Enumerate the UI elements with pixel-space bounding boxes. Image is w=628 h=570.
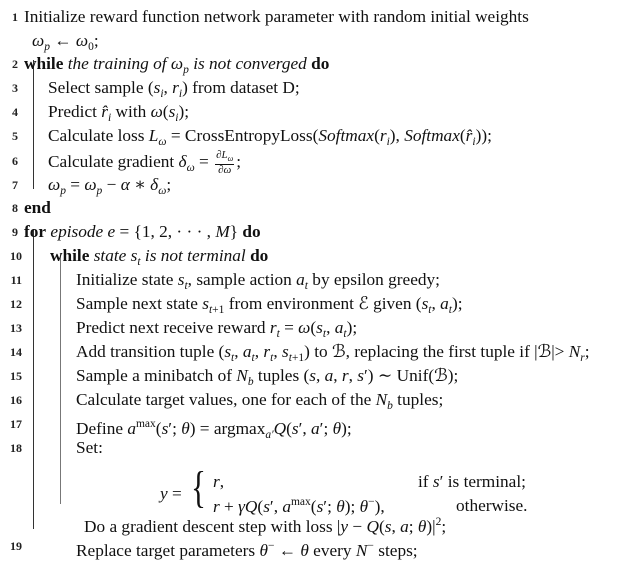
line-text: Set: [76,438,103,457]
keyword-do: do [311,54,330,73]
line-number: 12 [10,297,22,311]
line-text: Predict $r̂_i$ with $\omega(s_i)$; [48,102,190,124]
keyword-do: do [242,222,261,241]
line-number: 9 [12,225,18,239]
line-text: Replace target parameters θ− ← θ every N− steps; [76,540,418,560]
line-number: 4 [12,105,18,119]
inner-while-block-bar [60,254,61,504]
line-number: 3 [12,81,18,95]
line-number: 6 [12,154,18,168]
line-number: 2 [12,57,18,71]
line-text: Sample next state $s_{t+1}$ from environment ℰ given ($s_t$, $a_t$); [76,294,463,316]
line-number: 5 [12,129,18,143]
line-number: 10 [10,249,22,263]
line-number: 13 [10,321,22,335]
line-text: Calculate target values, one for each of the $N_b$ tuples; [76,390,444,412]
left-brace: { [191,463,206,512]
keyword-for: for [24,222,47,241]
line-text: Initialize state $s_t$, sample action $a_t$ by epsilon greedy; [76,270,440,292]
line-text: Initialize reward function network parameter with random initial weights [24,7,529,26]
case-2-condition: otherwise. [456,496,528,515]
line-text: while state $s_t$ is not terminal do [50,246,269,268]
for-block-bar [33,229,34,529]
line-text: for episode e = {1, 2, · · · , M} do [24,222,261,241]
line-text: Do a gradient descent step with loss |y − Q(s, a; $\theta)|^2$; [84,516,447,536]
line-text: Predict next receive reward $r_t = \omega(s_t$, $a_t$); [76,318,358,340]
line-text [24,197,51,219]
line-text: while the training of $\omega_p$ is not converged do [24,54,330,76]
line-text: Define $a^{max}(s'$; θ) = argmax$_{a'}$Q(s′, a′; θ); [76,418,352,441]
line-number: 8 [12,201,18,215]
line-text: Select sample ($s_i$, $r_i$) from dataset D; [48,78,300,100]
line-number: 7 [12,178,18,192]
line-text: Add transition tuple ($s_t$, $a_t$, $r_t$, $s_{t+1}$) to ℬ, replacing the first tuple if |ℬ|> $N_r$; [76,342,590,364]
equation-lhs: y = [160,484,182,503]
line-text: $\omega_p$ ← $\omega_0$; [32,31,99,53]
keyword-end: end [24,198,51,217]
line-text: Calculate loss $L_\omega$ = $CrossEntropyLoss(Softmax(r_i)$, $Softmax(r̂_i)$); [48,126,492,148]
case-1-condition: if s′ is terminal; [418,472,526,491]
line-number: 18 [10,441,22,455]
partial-fraction: $\frac{\partial L_\omega}{\partial\omega}$ [216,149,234,177]
line-text: $\omega_p = \omega_p - \alpha$ ∗ $\delta_\omega$; [48,175,172,197]
line-text: Sample a minibatch of $N_b$ tuples (s, a, r, s′) ∼ Unif(ℬ); [76,366,459,388]
keyword-while: while [50,246,90,265]
line-number: 1 [12,10,18,24]
line-number: 11 [10,273,22,287]
line-number: 15 [10,369,22,383]
keyword-while: while [24,54,64,73]
line-number: 17 [10,417,22,431]
line-number: 16 [10,393,22,407]
case-1-value: r, [213,472,225,491]
line-number: 14 [10,345,22,359]
line-number: 19 [10,539,22,553]
line-text: Calculate gradient $\delta_\omega$ = $\frac{\partial L_\omega}{\partial\omega}$ ; [48,149,242,177]
case-2-value: r + γQ(s′, $a^{max}(s'$; θ); θ−), [213,496,385,516]
keyword-do: do [250,246,269,265]
